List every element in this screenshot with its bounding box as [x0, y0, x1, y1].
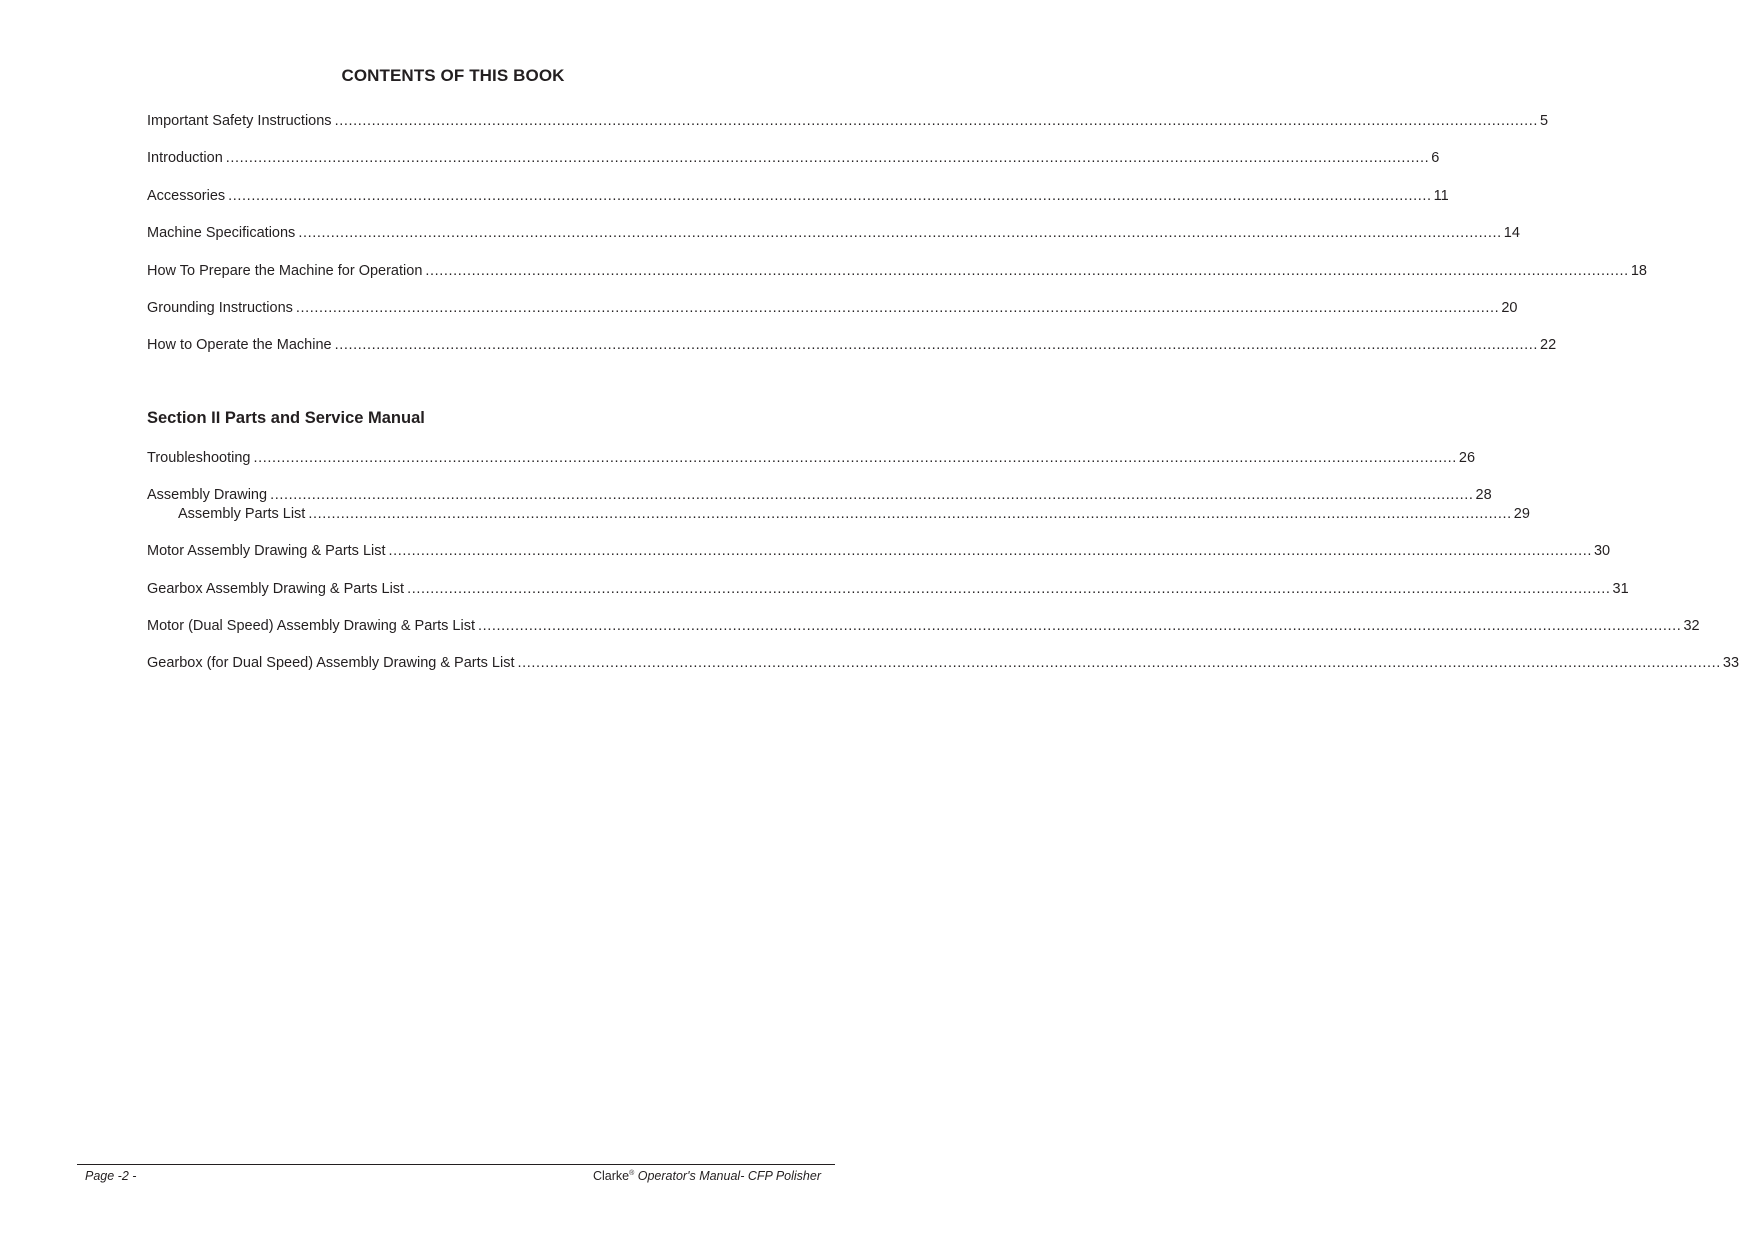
dot-leader: .................................................................................................................................................................................................................................................................... [270, 487, 1474, 503]
toc-entry-motor-assembly[interactable] [147, 542, 1611, 560]
dot-leader: .................................................................................................................................................................................................................................................................... [478, 618, 1682, 634]
toc-entry-page: 28 [1475, 487, 1492, 503]
toc-entry-label: Troubleshooting [147, 450, 251, 466]
dot-leader: .................................................................................................................................................................................................................................................................... [334, 113, 1538, 129]
toc-entry-operate[interactable] [147, 336, 1557, 354]
dot-leader: .................................................................................................................................................................................................................................................................... [407, 581, 1611, 597]
dot-leader: .................................................................................................................................................................................................................................................................... [298, 225, 1502, 241]
dot-leader: .................................................................................................................................................................................................................................................................... [308, 506, 1512, 522]
toc-entry-label: Machine Specifications [147, 225, 296, 241]
toc-entry-page: 6 [1431, 150, 1440, 166]
toc-entry-label: Accessories [147, 188, 226, 204]
dot-leader: .................................................................................................................................................................................................................................................................... [388, 543, 1592, 559]
toc-entry-page: 31 [1612, 581, 1629, 597]
toc-entry-assembly-parts-list[interactable] [178, 505, 1530, 523]
toc-entry-gearbox-assembly[interactable] [147, 580, 1629, 598]
dot-leader: .................................................................................................................................................................................................................................................................... [253, 450, 1457, 466]
footer-manual-title [593, 1169, 821, 1183]
toc-entry-label: How To Prepare the Machine for Operation [147, 263, 423, 279]
toc-entry-safety[interactable] [147, 112, 1549, 130]
toc-entry-label: Assembly Drawing [147, 487, 268, 503]
toc-entry-label: Introduction [147, 150, 223, 166]
dot-leader: .................................................................................................................................................................................................................................................................... [334, 337, 1539, 353]
toc-entry-label: Motor (Dual Speed) Assembly Drawing & Parts List [147, 618, 475, 634]
footer-manual-name: Operator's Manual- CFP Polisher [634, 1169, 821, 1183]
toc-entry-page: 14 [1503, 225, 1520, 241]
registered-mark: ® [629, 1170, 635, 1177]
dot-leader: .................................................................................................................................................................................................................................................................... [225, 150, 1430, 166]
toc-entry-label: Important Safety Instructions [147, 113, 332, 129]
toc-entry-page: 11 [1433, 188, 1449, 204]
toc-entry-assembly-drawing[interactable] [147, 486, 1492, 504]
section-heading: Section II Parts and Service Manual [147, 409, 425, 427]
toc-entry-specifications[interactable] [147, 224, 1520, 242]
toc-entry-accessories[interactable] [147, 187, 1449, 205]
toc-entry-label: Assembly Parts List [178, 506, 306, 522]
dot-leader: .................................................................................................................................................................................................................................................................... [425, 263, 1629, 279]
toc-entry-page: 20 [1501, 300, 1518, 316]
dot-leader: .................................................................................................................................................................................................................................................................... [517, 655, 1721, 671]
toc-entry-label: Gearbox (for Dual Speed) Assembly Drawing & Parts List [147, 655, 515, 671]
toc-entry-page: 18 [1630, 263, 1647, 279]
dot-leader: .................................................................................................................................................................................................................................................................... [295, 300, 1500, 316]
footer-page-number: Page -2 - [85, 1169, 137, 1183]
toc-entry-label: How to Operate the Machine [147, 337, 332, 353]
dot-leader: .................................................................................................................................................................................................................................................................... [228, 188, 1432, 204]
footer-brand: Clarke [592, 1169, 630, 1183]
toc-entry-page: 22 [1540, 337, 1557, 353]
toc-entry-gearbox-dual-speed[interactable] [147, 654, 1739, 672]
toc-entry-page: 32 [1683, 618, 1700, 634]
toc-entry-page: 29 [1513, 506, 1530, 522]
toc-entry-page: 33 [1722, 655, 1739, 671]
page-title: CONTENTS OF THIS BOOK [341, 66, 565, 85]
toc-entry-introduction[interactable] [147, 149, 1440, 167]
toc-entry-page: 5 [1540, 113, 1549, 129]
toc-entry-grounding[interactable] [147, 299, 1518, 317]
toc-entry-label: Grounding Instructions [147, 300, 293, 316]
toc-entry-page: 26 [1458, 450, 1476, 466]
toc-entry-page: 30 [1593, 543, 1611, 559]
toc-entry-prepare[interactable] [147, 262, 1647, 280]
toc-entry-motor-dual-speed[interactable] [147, 617, 1700, 635]
toc-entry-label: Gearbox Assembly Drawing & Parts List [147, 581, 405, 597]
footer-divider [77, 1164, 835, 1165]
toc-entry-troubleshooting[interactable] [147, 449, 1476, 467]
toc-entry-label: Motor Assembly Drawing & Parts List [147, 543, 386, 559]
